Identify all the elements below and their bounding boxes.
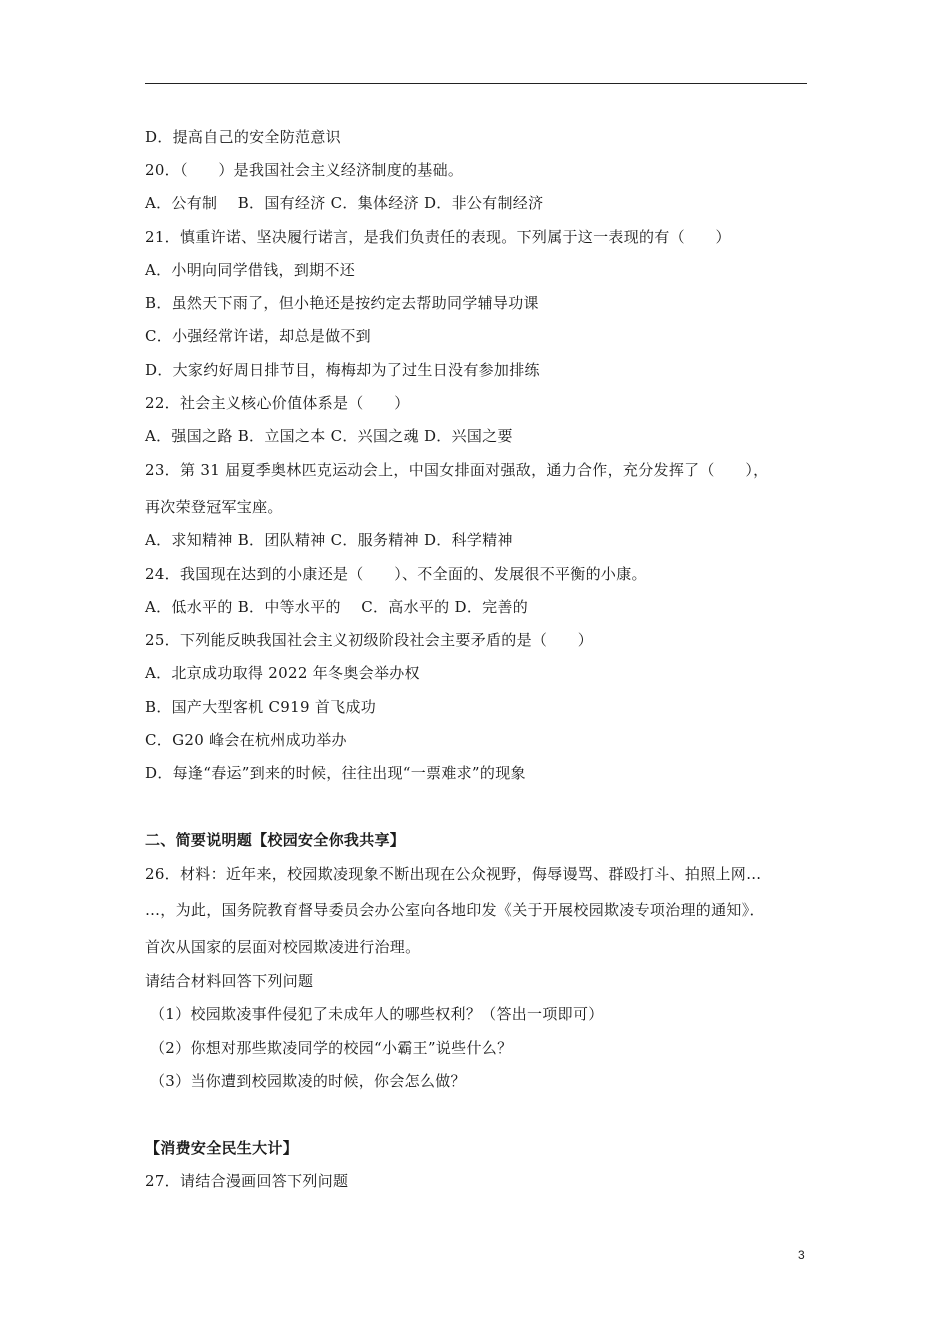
question-20: 20．（ ）是我国社会主义经济制度的基础。 (145, 161, 464, 179)
question-26-material: 26．材料：近年来，校园欺凌现象不断出现在公众视野，侮辱谩骂、群殴打斗、拍照上网… (145, 865, 762, 883)
header-rule (145, 83, 807, 84)
question-26-sub-2: （2）你想对那些欺凌同学的校园“小霸王”说些什么？ (150, 1039, 513, 1057)
question-23-continued: 再次荣登冠军宝座。 (145, 498, 283, 516)
option-25a: A．北京成功取得 2022 年冬奥会举办权 (145, 664, 420, 682)
question-24: 24．我国现在达到的小康还是（ ）、不全面的、发展很不平衡的小康。 (145, 565, 647, 583)
question-27: 27．请结合漫画回答下列问题 (145, 1172, 349, 1190)
option-21d: D．大家约好周日排节目，梅梅却为了过生日没有参加排练 (145, 361, 540, 379)
option-19d: D．提高自己的安全防范意识 (145, 128, 341, 146)
consumer-safety-heading: 【消费安全民生大计】 (145, 1139, 299, 1157)
question-25: 25．下列能反映我国社会主义初级阶段社会主要矛盾的是（ ） (145, 631, 594, 649)
options-22: A．强国之路 B．立国之本 C．兴国之魂 D．兴国之要 (145, 427, 513, 445)
question-26-sub-1: （1）校园欺凌事件侵犯了未成年人的哪些权利？（答出一项即可） (150, 1005, 604, 1023)
option-25d: D．每逢“春运”到来的时候，往往出现“一票难求”的现象 (145, 764, 526, 782)
question-26-instruction: 请结合材料回答下列问题 (145, 972, 314, 990)
page-number: 3 (798, 1248, 805, 1262)
section-2-heading: 二、简要说明题【校园安全你我共享】 (145, 831, 406, 849)
options-20: A．公有制 B．国有经济 C．集体经济 D．非公有制经济 (145, 194, 544, 212)
option-25c: C．G20 峰会在杭州成功举办 (145, 731, 347, 749)
options-24: A．低水平的 B．中等水平的 C．高水平的 D．完善的 (145, 598, 529, 616)
question-23: 23．第 31 届夏季奥林匹克运动会上，中国女排面对强敌，通力合作，充分发挥了（ ）， (145, 461, 769, 479)
question-22: 22．社会主义核心价值体系是（ ） (145, 394, 410, 412)
question-26-material-continued: …，为此，国务院教育督导委员会办公室向各地印发《关于开展校园欺凌专项治理的通知》． (145, 901, 765, 919)
option-21c: C．小强经常许诺，却总是做不到 (145, 327, 371, 345)
option-21a: A．小明向同学借钱，到期不还 (145, 261, 356, 279)
options-23: A．求知精神 B．团队精神 C．服务精神 D．科学精神 (145, 531, 513, 549)
question-21: 21．慎重许诺、坚决履行诺言，是我们负责任的表现。下列属于这一表现的有（ ） (145, 228, 731, 246)
option-25b: B．国产大型客机 C919 首飞成功 (145, 698, 377, 716)
question-26-sub-3: （3）当你遭到校园欺凌的时候，你会怎么做？ (150, 1072, 466, 1090)
question-26-material-end: 首次从国家的层面对校园欺凌进行治理。 (145, 938, 421, 956)
option-21b: B．虽然天下雨了，但小艳还是按约定去帮助同学辅导功课 (145, 294, 539, 312)
